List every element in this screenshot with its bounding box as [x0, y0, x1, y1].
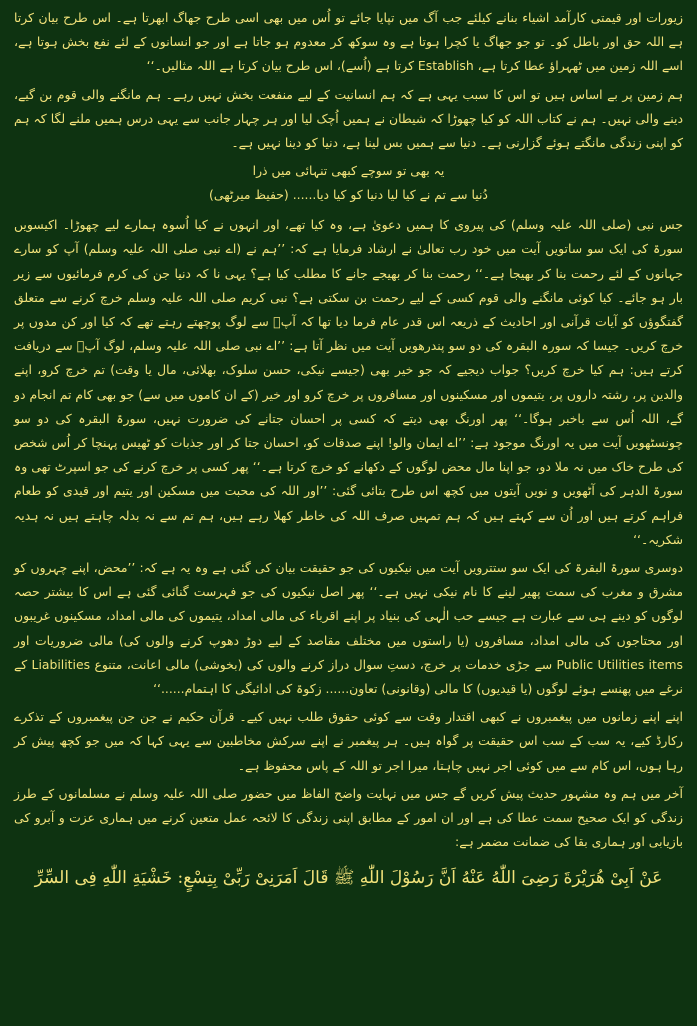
paragraph-6: آخر میں ہم وہ مشہور حدیث پیش کریں گے جس میں نہایت واضح الفاظ میں حضور صلی اللہ علیہ وسلم نے مسلمانوں کے طرز زندگی کو ایک صحیح سمت عطا کی ہے اور ان امور کے مطابق اپنی زندگی کا لائحہ عمل متعین کرنے میں ہماری عزت و آبرو کی بازیابی اور ہماری بقا کی ضمانت مضمر ہے: — [14, 785, 683, 850]
paragraph-5: اپنے اپنے زمانوں میں پیغمبروں نے کبھی اقتدار وقت سے کوئی حقوق طلب نہیں کیے۔ قرآن حکیم نے جن جن پیغمبروں کے تذکرے رکارڈ کیے، یہ سب کے سب اس حقیقت پر گواہ ہیں۔ ہر پیغمبر نے اپنے سرکش مخاطبین سے یہی کہا کہ میں جو کچھ پیش کر رہا ہوں، اس کام سے میں کوئی اجر نہیں چاہتا، میرا اجر تو اللہ کے پاس محفوظ ہے۔ — [14, 709, 683, 773]
poetry-block — [14, 159, 683, 207]
paragraph-2: ہم زمین پر بے اساس ہیں تو اس کا سبب یہی ہے کہ ہم انسانیت کے لیے منفعت بخش نہیں رہے۔ ہم مانگنے والی قوم بن گیے، دینے والی نہیں۔ ہم نے کتاب اللہ کو کیا چھوڑا کہ شیطان نے ہمیں اُچک لیا اور ہر چہار جانب سے یہی درس ہمیں ملنے لگا کہ ہم کو اپنی زندگی مانگتے ہوئے گزارنی ہے۔ دنیا سے ہمیں بس لینا ہے، دنیا کو دینا نہیں ہے۔ — [14, 86, 683, 151]
paragraph-3: جس نبی (صلی اللہ علیہ وسلم) کی پیروی کا ہمیں دعویٰ ہے، وہ کیا تھے، اور انہوں نے کیا اُسوہ ہمارے لیے چھوڑا۔ اکیسویں سورۃ کی ایک سو ساتویں آیت میں خود رب تعالیٰ نے ارشاد فرمایا ہے کہ: ’’ہم نے (اے نبی صلی اللہ علیہ وسلم) آپ کو سارے جہانوں کے لئے رحمت بنا کر بھیجا ہے۔‘‘ رحمت بنا کر بھیجے جانے کا مطلب کیا ہے؟ یہی نا کہ دنیا جن کی کرم فرمائیوں سے زیر بار ہو جائے۔ کیا کوئی مانگنے والی قوم کسی کے لیے رحمت بن سکتی ہے؟ نبی کریم صلی اللہ علیہ وسلم خرچ کرنے سے متعلق گفتگوؤں کو آیات قرآنی اور احادیث کے ذریعہ اس قدر عام فرما دیا تھا کہ آپؐ سے لوگ پوچھتے رہتے تھے کہ کیا اور کن مدوں پر خرچ کریں۔ جیسا کہ سورہ البقرہ کی دو سو پندرھویں آیت میں نظر آتا ہے: ’’اے نبی صلی اللہ علیہ وسلم، لوگ آپؐ سے دریافت کرتے ہیں: ہم کیا خرچ کریں؟ جواب دیجیے کہ جو خیر بھی (جیسے نیکی، حسن سلوک، بھلائی، مال یا وقت) تم خرچ کرو، اپنے والدین پر، رشتہ داروں پر، یتیموں اور مسکینوں اور مسافروں پر خرچ کرو اور خیر (کے ان کاموں میں سے) جو بھی کام تم انجام دو گے، اللہ اُس سے باخبر ہوگا۔‘‘ پھر اورنگ بھی دیتے کہ کسی پر احسان جتانے کی ضرورت نہیں، سورۃ البقرہ کی دو سو چونسٹھویں آیت میں یہ اورنگ موجود ہے: ’’اے ایمان والو! اپنے صدقات کو، احسان جتا کر اور جذبات کو ٹھیس پہنچا کر اُس شخص کی طرح خاک میں نہ ملا دو، جو اپنا مال محض لوگوں کے دکھانے کو خرچ کرتا ہے۔‘‘ پھر کسی پر خرچ کرنے کی جو اسپرٹ تھی وہ سورۃ الدہر کی آٹھویں و نویں آیتوں میں کچھ اس طرح بتائی گئی: ’’اور اللہ کی محبت میں مسکین اور یتیم اور قیدی کو طعام فراہم کرتے ہیں اور اُن سے کہتے ہیں کہ ہم تمہیں صرف اللہ کی خاطر کھلا رہے ہیں، ہم تم سے نہ بدلہ چاہتے ہیں نہ ہدیہ شکریہ۔‘‘ — [14, 217, 683, 547]
paragraph-4: دوسری سورۃ البقرۃ کی ایک سو ستترویں آیت میں نیکیوں کی جو حقیقت بیان کی گئی ہے وہ یہ ہے کہ: ’’محض، اپنے چہروں کو مشرق و مغرب کی سمت پھیر لینے کا نام نیکی نہیں ہے۔‘‘ پھر اصل نیکیوں کی جو فہرست گنائی گئی ہے اس کا بیشتر حصہ لوگوں کو دینے ہی سے عبارت ہے جیسے حب الٰہی کی بنیاد پر اپنے اقرباء کی مالی امداد، یتیموں کی مالی امداد، مسکینوں غریبوں اور محتاجوں کی مالی امداد، مسافروں (یا راستوں میں مختلف مقاصد کے لیے دوڑ دھوپ کرنے والوں کی) مالی ضروریات اور Public Utilities items سے جڑی خدمات پر خرچ، دستِ سوال دراز کرنے والوں کی (بخوشی) مالی اعانت، متنوع Liabilities کے نرغے میں پھنسے ہوئے لوگوں (یا قیدیوں) کا مالی (وقانونی) تعاون...... زکوۃ کی ادائیگی کا اہتمام......‘‘ — [14, 560, 683, 697]
paragraph-1: زیورات اور قیمتی کارآمد اشیاء بنانے کیلئے جب آگ میں تپایا جائے تو اُس میں بھی اسی طرح جھاگ ابھرتا ہے۔ اس طرح بیان کرتا ہے اللہ حق اور باطل کو۔ تو جو جھاگ یا کچرا ہوتا ہے وہ سوکھ کر معدوم ہو جاتا ہے اور جو انسانوں کے لئے نفع بخش ہوتا ہے، اسے اللہ زمین میں ٹھہراؤ عطا کرتا ہے، Establish کرتا ہے (اُسے)، اس طرح بیان کرتا ہے اللہ مثالیں۔‘‘ — [14, 10, 683, 74]
verse-line-2: دُنیا سے تم نے کیا لیا دنیا کو کیا دیا...... (حفیظ میرٹھی) — [209, 187, 488, 203]
arabic-hadith-quote: عَنْ اَبِیْ هُرَیْرَةَ رَضِیَ اللّٰهُ عَنْهُ اَنَّ رَسُوْلَ اللّٰهِ ﷺ قَالَ اَمَرَنِیْ رَبِّیْ بِتِسْعٍ: خَشْیَةِ اللّٰهِ فِی السِّرِّ — [34, 867, 663, 888]
verse-line-1: یہ بھی تو سوچے کبھی تنہائی میں ذرا — [252, 163, 445, 179]
